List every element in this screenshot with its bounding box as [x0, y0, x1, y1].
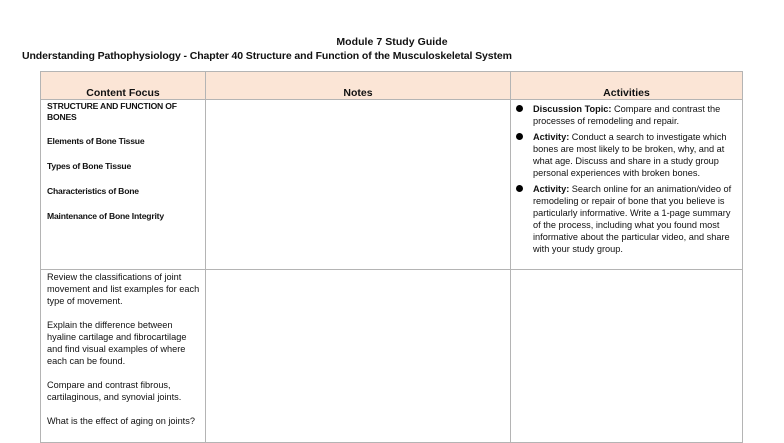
activities-cell [511, 100, 743, 270]
table-row [41, 270, 743, 443]
content-focus-cell [41, 100, 206, 270]
activity-text: Compare and contrast the processes of remodeling and repair. [533, 104, 721, 126]
header-content-focus: Content Focus [41, 72, 206, 100]
table-header-row [41, 72, 743, 100]
bullet-icon [516, 185, 523, 192]
activities-cell [511, 270, 743, 443]
section-heading: STRUCTURE AND FUNCTION OF BONES [47, 101, 177, 122]
study-guide-table [40, 71, 743, 443]
list-item [533, 183, 736, 255]
content-focus-cell [41, 270, 206, 443]
notes-cell [206, 270, 511, 443]
content-paragraph: What is the effect of aging on joints? [47, 416, 195, 426]
notes-cell [206, 100, 511, 270]
content-item: Elements of Bone Tissue [47, 136, 145, 146]
content-paragraph: Compare and contrast fibrous, cartilaginous, and synovial joints. [47, 380, 182, 402]
activity-text: Conduct a search to investigate which bones are most likely to be broken, why, and at what age. Discuss and share in a study group personal experiences with broken bones. [533, 132, 727, 178]
document-subtitle: Understanding Pathophysiology - Chapter 40 Structure and Function of the Musculoskeletal System [22, 50, 512, 62]
content-item: Types of Bone Tissue [47, 161, 132, 171]
table-row [41, 100, 743, 270]
content-item: Characteristics of Bone [47, 186, 139, 196]
header-activities: Activities [511, 72, 743, 100]
content-item: Maintenance of Bone Integrity [47, 211, 164, 221]
activity-label: Activity: [533, 184, 570, 194]
activities-list [511, 103, 742, 255]
activity-text: Search online for an animation/video of remodeling or repair of bone that you believe is particularly informative. Write a 1-page summary of the process, including what you found most informative about the particular video, and share with your study group. [533, 184, 732, 254]
activity-label: Discussion Topic: [533, 104, 612, 114]
header-notes: Notes [206, 72, 511, 100]
list-item [533, 131, 736, 179]
content-paragraph: Explain the difference between hyaline cartilage and fibrocartilage and find visual examples of where each can be found. [47, 320, 187, 366]
list-item [533, 103, 736, 127]
content-paragraph: Review the classifications of joint movement and list examples for each type of movement. [47, 272, 200, 306]
bullet-icon [516, 133, 523, 140]
document-title: Module 7 Study Guide [336, 36, 448, 48]
bullet-icon [516, 105, 523, 112]
activity-label: Activity: [533, 132, 570, 142]
